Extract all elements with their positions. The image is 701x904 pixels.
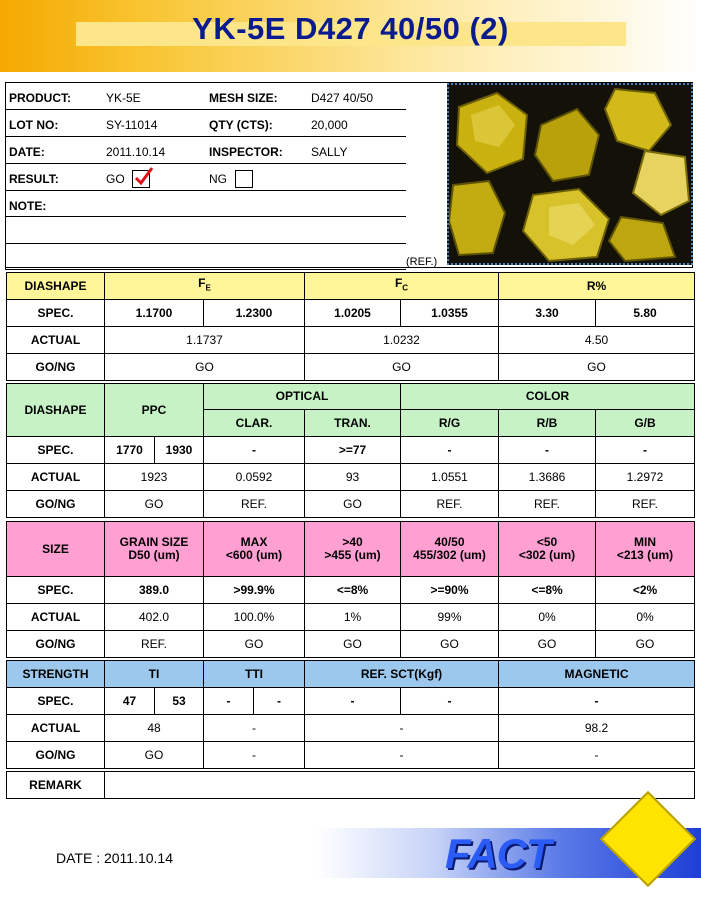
spec-cell: 1770 bbox=[105, 437, 155, 464]
spec-cell: <=8% bbox=[305, 577, 401, 604]
spec-cell: <2% bbox=[596, 577, 695, 604]
mesh-size-label: MESH SIZE: bbox=[209, 91, 278, 105]
spec-cell: 1.1700 bbox=[105, 300, 204, 327]
actual-cell: 1.0232 bbox=[305, 327, 499, 354]
actual-cell: 1.3686 bbox=[499, 464, 596, 491]
gong-cell: GO bbox=[305, 491, 401, 518]
spec-cell: 1.0205 bbox=[305, 300, 401, 327]
spec-label: SPEC. bbox=[7, 437, 105, 464]
ng-checkbox[interactable] bbox=[235, 170, 253, 188]
gong-cell: GO bbox=[105, 491, 204, 518]
grain-size-header: GRAIN SIZE D50 (um) bbox=[105, 522, 204, 577]
lot-no-label: LOT NO: bbox=[9, 118, 59, 132]
qty-value: 20,000 bbox=[311, 118, 348, 132]
gong-cell: REF. bbox=[401, 491, 499, 518]
rg-header: R/G bbox=[401, 410, 499, 437]
gong-cell: GO bbox=[204, 631, 305, 658]
spec-cell: >99.9% bbox=[204, 577, 305, 604]
spec-cell: >=90% bbox=[401, 577, 499, 604]
date-value: 2011.10.14 bbox=[106, 145, 166, 159]
gong-cell: GO bbox=[499, 354, 695, 381]
remark-label: REMARK bbox=[7, 772, 105, 799]
lot-no-value: SY-11014 bbox=[106, 118, 158, 132]
spec-cell: <=8% bbox=[499, 577, 596, 604]
tti-header: TTI bbox=[204, 661, 305, 688]
inspector-label: INSPECTOR: bbox=[209, 145, 283, 159]
size-label: SIZE bbox=[7, 522, 105, 577]
info-fields bbox=[5, 82, 406, 270]
qty-label: QTY (CTS): bbox=[209, 118, 273, 132]
product-label: PRODUCT: bbox=[9, 91, 71, 105]
under-50-header: <50 <302 (um) bbox=[499, 522, 596, 577]
spec-cell: - bbox=[204, 437, 305, 464]
spec-cell: 3.30 bbox=[499, 300, 596, 327]
date-label: DATE: bbox=[9, 145, 45, 159]
diamond-grain-photo bbox=[447, 83, 693, 265]
mesh-size-value: D427 40/50 bbox=[311, 91, 374, 105]
diashape-table-2 bbox=[6, 383, 695, 518]
rb-header: R/B bbox=[499, 410, 596, 437]
diashape-label: DIASHAPE bbox=[7, 273, 105, 300]
gong-label: GO/NG bbox=[7, 742, 105, 769]
min-header: MIN <213 (um) bbox=[596, 522, 695, 577]
remark-value bbox=[105, 772, 695, 799]
gong-cell: REF. bbox=[499, 491, 596, 518]
spec-label: SPEC. bbox=[7, 577, 105, 604]
sct-header: REF. SCT(Kgf) bbox=[305, 661, 499, 688]
actual-cell: 48 bbox=[105, 715, 204, 742]
40-50-header: 40/50 455/302 (um) bbox=[401, 522, 499, 577]
color-header: COLOR bbox=[401, 384, 695, 410]
inspector-value: SALLY bbox=[311, 145, 348, 159]
actual-cell: 99% bbox=[401, 604, 499, 631]
actual-cell: 0% bbox=[499, 604, 596, 631]
gong-cell: - bbox=[204, 742, 305, 769]
gong-cell: GO bbox=[305, 354, 499, 381]
magnetic-header: MAGNETIC bbox=[499, 661, 695, 688]
diashape-label: DIASHAPE bbox=[7, 384, 105, 437]
actual-label: ACTUAL bbox=[7, 464, 105, 491]
clar-header: CLAR. bbox=[204, 410, 305, 437]
spec-cell: 5.80 bbox=[596, 300, 695, 327]
gong-cell: GO bbox=[105, 354, 305, 381]
actual-cell: 1.2972 bbox=[596, 464, 695, 491]
actual-label: ACTUAL bbox=[7, 715, 105, 742]
gong-cell: GO bbox=[105, 742, 204, 769]
actual-cell: - bbox=[305, 715, 499, 742]
actual-cell: 98.2 bbox=[499, 715, 695, 742]
ppc-header: PPC bbox=[105, 384, 204, 437]
diashape-table-1 bbox=[6, 272, 695, 381]
ng-option-label: NG bbox=[209, 172, 227, 186]
gong-label: GO/NG bbox=[7, 354, 105, 381]
spec-cell: 47 bbox=[105, 688, 155, 715]
spec-cell: 389.0 bbox=[105, 577, 204, 604]
spec-cell: 1930 bbox=[155, 437, 204, 464]
gong-cell: GO bbox=[305, 631, 401, 658]
over-40-header: >40 >455 (um) bbox=[305, 522, 401, 577]
actual-cell: 1923 bbox=[105, 464, 204, 491]
spec-cell: - bbox=[499, 437, 596, 464]
actual-label: ACTUAL bbox=[7, 604, 105, 631]
gong-cell: - bbox=[305, 742, 499, 769]
actual-cell: 100.0% bbox=[204, 604, 305, 631]
note-label: NOTE: bbox=[9, 199, 47, 213]
gb-header: G/B bbox=[596, 410, 695, 437]
spec-cell: - bbox=[204, 688, 254, 715]
actual-cell: 4.50 bbox=[499, 327, 695, 354]
actual-cell: 402.0 bbox=[105, 604, 204, 631]
spec-cell: >=77 bbox=[305, 437, 401, 464]
spec-label: SPEC. bbox=[7, 300, 105, 327]
gong-cell: REF. bbox=[596, 491, 695, 518]
actual-cell: 0.0592 bbox=[204, 464, 305, 491]
spec-cell: - bbox=[596, 437, 695, 464]
gong-cell: GO bbox=[596, 631, 695, 658]
actual-label: ACTUAL bbox=[7, 327, 105, 354]
actual-cell: - bbox=[204, 715, 305, 742]
fact-logo: FACT bbox=[445, 830, 551, 877]
ref-label: (REF.) bbox=[406, 256, 438, 268]
result-label: RESULT: bbox=[9, 172, 59, 186]
gong-cell: REF. bbox=[204, 491, 305, 518]
go-option-label: GO bbox=[106, 172, 125, 186]
actual-cell: 1.1737 bbox=[105, 327, 305, 354]
product-value: YK-5E bbox=[106, 91, 141, 105]
spec-cell: 1.2300 bbox=[204, 300, 305, 327]
spec-cell: - bbox=[499, 688, 695, 715]
remark-table bbox=[6, 771, 695, 799]
strength-label: STRENGTH bbox=[7, 661, 105, 688]
spec-cell: - bbox=[305, 688, 401, 715]
optical-header: OPTICAL bbox=[204, 384, 401, 410]
spec-cell: - bbox=[254, 688, 305, 715]
page-title: YK-5E D427 40/50 (2) bbox=[192, 11, 509, 46]
gong-label: GO/NG bbox=[7, 631, 105, 658]
fe-header: $F_E$ bbox=[105, 273, 305, 300]
gong-label: GO/NG bbox=[7, 491, 105, 518]
tran-header: TRAN. bbox=[305, 410, 401, 437]
spec-cell: 53 bbox=[155, 688, 204, 715]
spec-cell: 1.0355 bbox=[401, 300, 499, 327]
gong-cell: GO bbox=[401, 631, 499, 658]
actual-cell: 93 bbox=[305, 464, 401, 491]
strength-table bbox=[6, 660, 695, 769]
spec-cell: - bbox=[401, 688, 499, 715]
gong-cell: REF. bbox=[105, 631, 204, 658]
gong-cell: - bbox=[499, 742, 695, 769]
actual-cell: 0% bbox=[596, 604, 695, 631]
fc-header: $F_C$ bbox=[305, 273, 499, 300]
diamond-crystals-image bbox=[449, 85, 691, 263]
ti-header: TI bbox=[105, 661, 204, 688]
max-header: MAX <600 (um) bbox=[204, 522, 305, 577]
footer-date: DATE : 2011.10.14 bbox=[56, 850, 173, 866]
r-percent-header: R% bbox=[499, 273, 695, 300]
go-checkbox[interactable] bbox=[132, 170, 150, 188]
actual-cell: 1.0551 bbox=[401, 464, 499, 491]
spec-label: SPEC. bbox=[7, 688, 105, 715]
checkmark-icon bbox=[133, 167, 155, 187]
actual-cell: 1% bbox=[305, 604, 401, 631]
size-table bbox=[6, 521, 695, 658]
spec-cell: - bbox=[401, 437, 499, 464]
gong-cell: GO bbox=[499, 631, 596, 658]
